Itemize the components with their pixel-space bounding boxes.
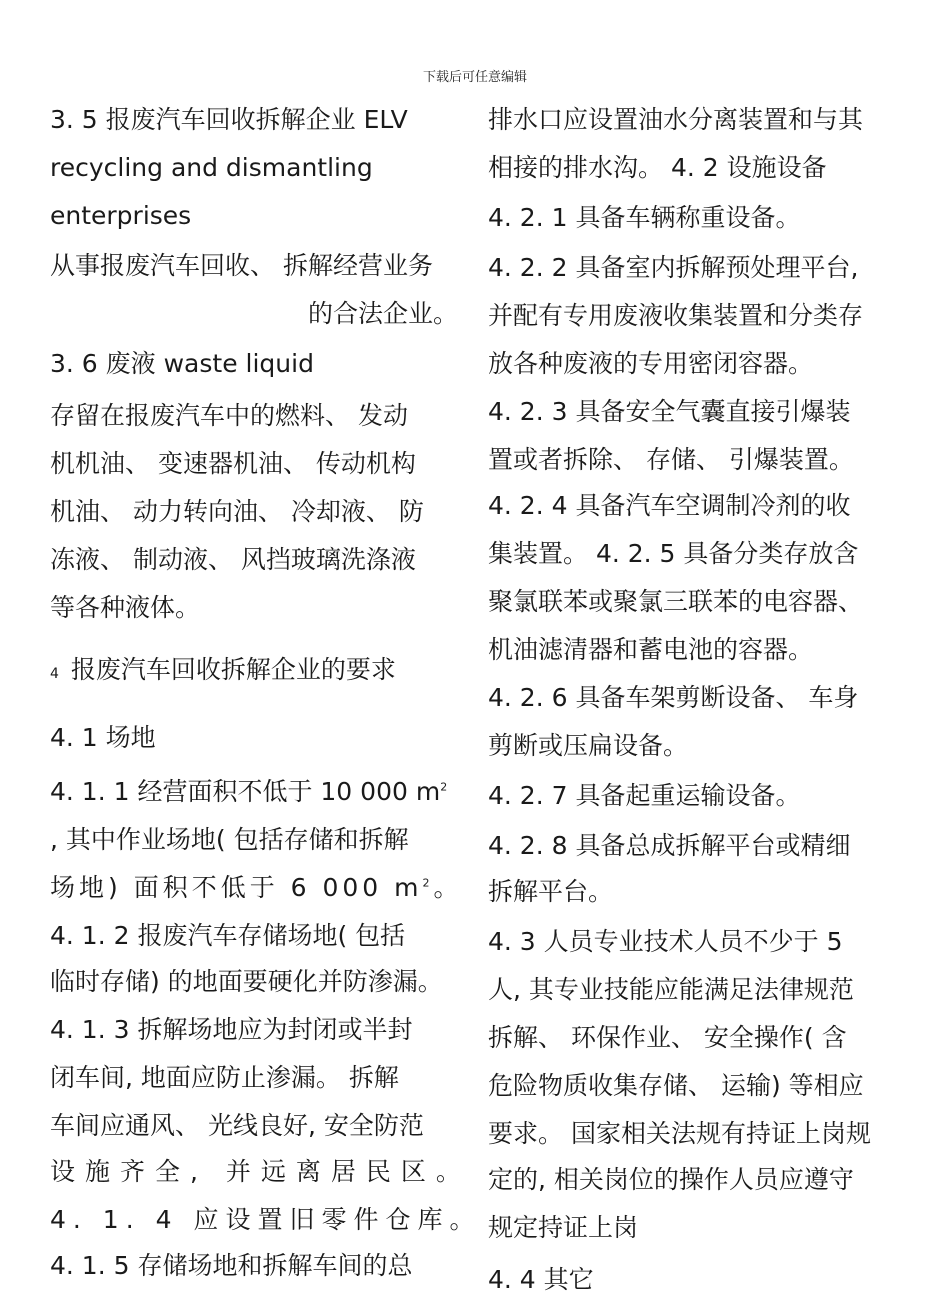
line-text: 车间应通风、 光线良好, 安全防范	[50, 1111, 424, 1140]
line-text: 等各种液体。	[50, 593, 201, 622]
text-line	[488, 194, 800, 242]
text-line	[50, 816, 409, 864]
text-line	[50, 864, 463, 912]
text-line	[488, 578, 863, 626]
line-text: 冻液、 制动液、 风挡玻璃洗涤液	[50, 545, 416, 574]
text-line	[488, 292, 863, 340]
text-line	[488, 918, 843, 966]
line-text: 4. 3 人员专业技术人员不少于 5	[488, 927, 843, 956]
line-text: 临时存储) 的地面要硬化并防渗漏。	[50, 967, 443, 996]
line-text: 4. 1 场地	[50, 723, 156, 752]
line-text: 从事报废汽车回收、 拆解经营业务	[50, 251, 433, 280]
line-text: 剪断或压扁设备。	[488, 731, 689, 760]
text-line	[488, 1062, 864, 1110]
line-text: 拆解平台。	[488, 877, 614, 906]
line-text: 4. 1. 3 拆解场地应为封闭或半封	[50, 1015, 413, 1044]
line-text: recycling and dismantling	[50, 153, 373, 182]
line-text: 4. 2. 2 具备室内拆解预处理平台,	[488, 253, 859, 282]
line-text: 定的, 相关岗位的操作人员应遵守	[488, 1165, 854, 1194]
line-text: 聚氯联苯或聚氯三联苯的电容器、	[488, 587, 864, 616]
text-line	[488, 1204, 638, 1252]
line-text: 3. 6 废液 waste liquid	[50, 349, 314, 378]
line-text: 排水口应设置油水分离装置和与其	[488, 105, 864, 134]
line-text: 机油滤清器和蓄电池的容器。	[488, 635, 814, 664]
line-text: 置或者拆除、 存储、 引爆装置。	[488, 445, 854, 474]
line-text: 4. 2. 6 具备车架剪断设备、 车身	[488, 683, 859, 712]
text-line	[488, 436, 854, 484]
line-text: 4. 1. 2 报废汽车存储场地( 包括	[50, 921, 406, 950]
line-text: 3. 5 报废汽车回收拆解企业 ELV	[50, 105, 408, 134]
text-line	[488, 722, 688, 770]
text-line	[488, 822, 850, 870]
trailing-punct: 。	[433, 873, 463, 902]
line-text: 人, 其专业技能应能满足法律规范	[488, 975, 854, 1004]
text-line	[488, 482, 850, 530]
text-line	[50, 958, 443, 1006]
section-number: 4	[50, 666, 59, 682]
text-line	[308, 290, 458, 338]
line-text: 4. 2. 3 具备安全气囊直接引爆装	[488, 397, 851, 426]
line-text: 存留在报废汽车中的燃料、 发动	[50, 401, 408, 430]
text-line	[488, 1156, 854, 1204]
line-text: 4. 2. 4 具备汽车空调制冷剂的收	[488, 491, 851, 520]
line-text: , 其中作业场地( 包括存储和拆解	[50, 825, 409, 854]
line-text: 4. 2. 7 具备起重运输设备。	[488, 781, 801, 810]
text-line	[50, 440, 416, 488]
line-text: 要求。 国家相关法规有持证上岗规	[488, 1119, 871, 1148]
text-line	[488, 868, 613, 916]
line-text: 规定持证上岗	[488, 1213, 639, 1242]
text-line	[488, 530, 858, 578]
text-line	[50, 714, 156, 762]
text-line	[50, 340, 314, 388]
text-line	[488, 340, 813, 388]
text-line	[488, 144, 827, 192]
superscript: 2	[422, 876, 434, 890]
text-line	[488, 96, 863, 144]
text-line	[50, 392, 408, 440]
line-text: 相接的排水沟。 4. 2 设施设备	[488, 153, 827, 182]
text-line	[488, 1110, 871, 1158]
line-text: 4. 2. 8 具备总成拆解平台或精细	[488, 831, 851, 860]
line-text: 4. 1. 1 经营面积不低于 10 000 m	[50, 777, 441, 806]
text-line	[488, 772, 800, 820]
line-text: 的合法企业。	[308, 299, 459, 328]
line-text: 放各种废液的专用密闭容器。	[488, 349, 814, 378]
text-line	[50, 584, 200, 632]
line-text: 闭车间, 地面应防止渗漏。 拆解	[50, 1063, 399, 1092]
line-text: 设施齐全, 并远离居民区。	[50, 1157, 471, 1186]
text-line	[488, 674, 858, 722]
line-text: 危险物质收集存储、 运输) 等相应	[488, 1071, 864, 1100]
text-line	[50, 1054, 399, 1102]
text-line	[488, 1014, 847, 1062]
line-text: 拆解、 环保作业、 安全操作( 含	[488, 1023, 847, 1052]
line-text: 4. 4 其它	[488, 1265, 594, 1294]
text-line	[488, 1256, 594, 1304]
line-text: 4. 1. 5 存储场地和拆解车间的总	[50, 1251, 413, 1280]
text-line	[50, 488, 424, 536]
text-line	[50, 1196, 481, 1244]
text-line	[488, 244, 858, 292]
text-line	[50, 1102, 424, 1150]
superscript: 2	[440, 780, 448, 794]
text-line	[50, 1148, 471, 1196]
text-line	[50, 1006, 412, 1054]
text-line	[50, 192, 191, 240]
text-line	[488, 966, 854, 1014]
text-line	[488, 626, 813, 674]
text-line	[488, 388, 850, 436]
text-line	[50, 768, 447, 816]
line-text: enterprises	[50, 201, 192, 230]
text-line	[50, 912, 405, 960]
text-line	[50, 646, 396, 694]
line-text: 报废汽车回收拆解企业的要求	[70, 655, 396, 684]
text-line	[50, 1242, 412, 1290]
text-line	[50, 96, 408, 144]
line-text: 集装置。 4. 2. 5 具备分类存放含	[488, 539, 859, 568]
page-header: 下载后可任意编辑	[422, 70, 527, 85]
line-text: 并配有专用废液收集装置和分类存	[488, 301, 864, 330]
line-text: 机油、 动力转向油、 冷却液、 防	[50, 497, 424, 526]
line-text: 4. 2. 1 具备车辆称重设备。	[488, 203, 801, 232]
line-text: 场地) 面积不低于 6 000 m	[50, 873, 423, 902]
text-line	[50, 242, 433, 290]
line-text: 4. 1. 4 应设置旧零件仓库。	[50, 1205, 482, 1234]
line-text: 机机油、 变速器机油、 传动机构	[50, 449, 416, 478]
text-line	[50, 144, 373, 192]
text-line	[50, 536, 416, 584]
